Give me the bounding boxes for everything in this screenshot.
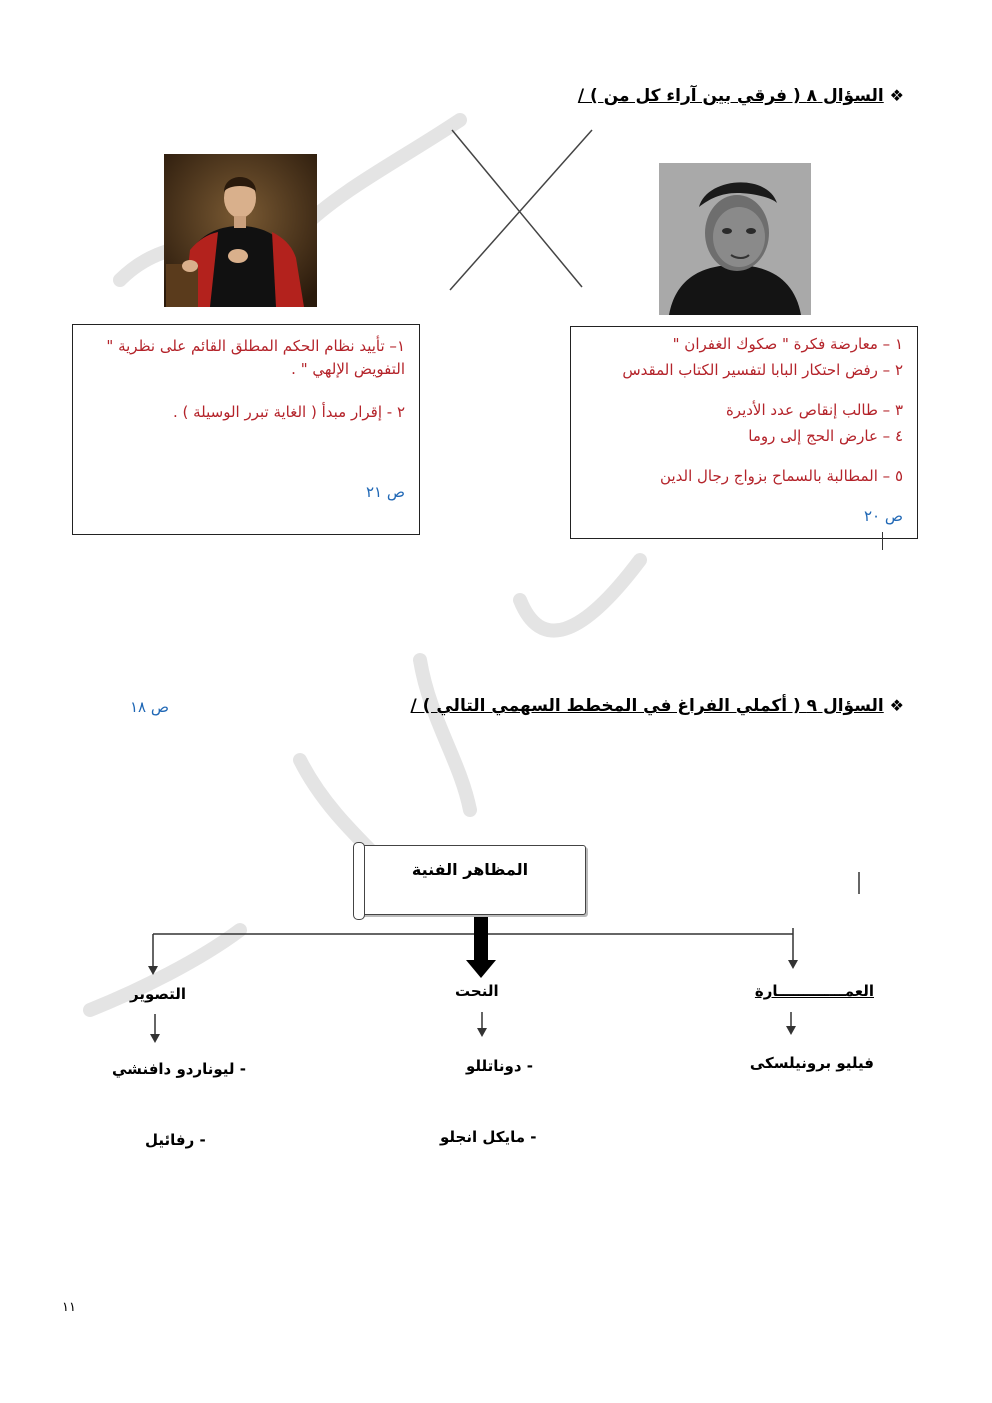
sculpture-example-1-text: - دوناتللو — [466, 1057, 534, 1075]
sculpture-example-2 — [440, 1128, 536, 1146]
painting-example-2 — [145, 1131, 206, 1149]
machiavelli-page-ref: ص ٢١ — [365, 483, 405, 501]
luther-point-3: ٣ – طالب إنقاص عدد الأديرة — [725, 401, 903, 419]
question-8-text: السؤال ٨ ( فرقي بين آراء كل من ) / — [577, 86, 884, 106]
scroll-curl-left — [353, 842, 365, 920]
luther-point-5: ٥ – المطالبة بالسماح بزواج رجال الدين — [660, 467, 903, 485]
luther-point-2: ٢ – رفض احتكار البابا لتفسير الكتاب المقدس — [622, 361, 903, 379]
diagram-root-scroll — [354, 845, 586, 915]
branch-architecture: العمـــــــــــــارة — [754, 982, 874, 1000]
luther-point-4: ٤ – عارض الحج إلى روما — [748, 427, 903, 445]
luther-point-1: ١ – معارضة فكرة " صكوك الغفران " — [672, 335, 903, 353]
page-number: ١١ — [62, 1300, 76, 1315]
question-9-text: السؤال ٩ ( أكملي الفراغ في المخطط السهمي التالي ) / — [410, 696, 884, 716]
painting-example-1: - ليوناردو دافنشي — [112, 1060, 246, 1078]
sculpture-example-2-text: - مايكل انجلو — [440, 1128, 537, 1146]
diamond-bullet-icon: ❖ — [889, 86, 904, 105]
branch-painting: التصوير — [130, 985, 187, 1003]
question-9-page-ref: ص ١٨ — [130, 698, 170, 716]
diamond-bullet-icon: ❖ — [889, 696, 904, 715]
machiavelli-point-1-text: ١– تأييد نظام الحكم المطلق القائم على نظرية " التفويض الإلهي " . — [106, 337, 405, 379]
sculpture-example-1 — [466, 1057, 533, 1075]
diagram-root-label: المظاهر الفنية — [411, 860, 529, 879]
luther-page-ref: ص ٢٠ — [863, 507, 903, 525]
machiavelli-point-2-text: ٢ - إقرار مبدأ ( الغاية تبرر الوسيلة ) . — [172, 403, 405, 421]
painting-example-2-text: - رفائيل — [145, 1131, 206, 1149]
branch-sculpture: النحت — [455, 982, 499, 1000]
architecture-example-1: فيليو برونيلسكى — [749, 1054, 874, 1072]
